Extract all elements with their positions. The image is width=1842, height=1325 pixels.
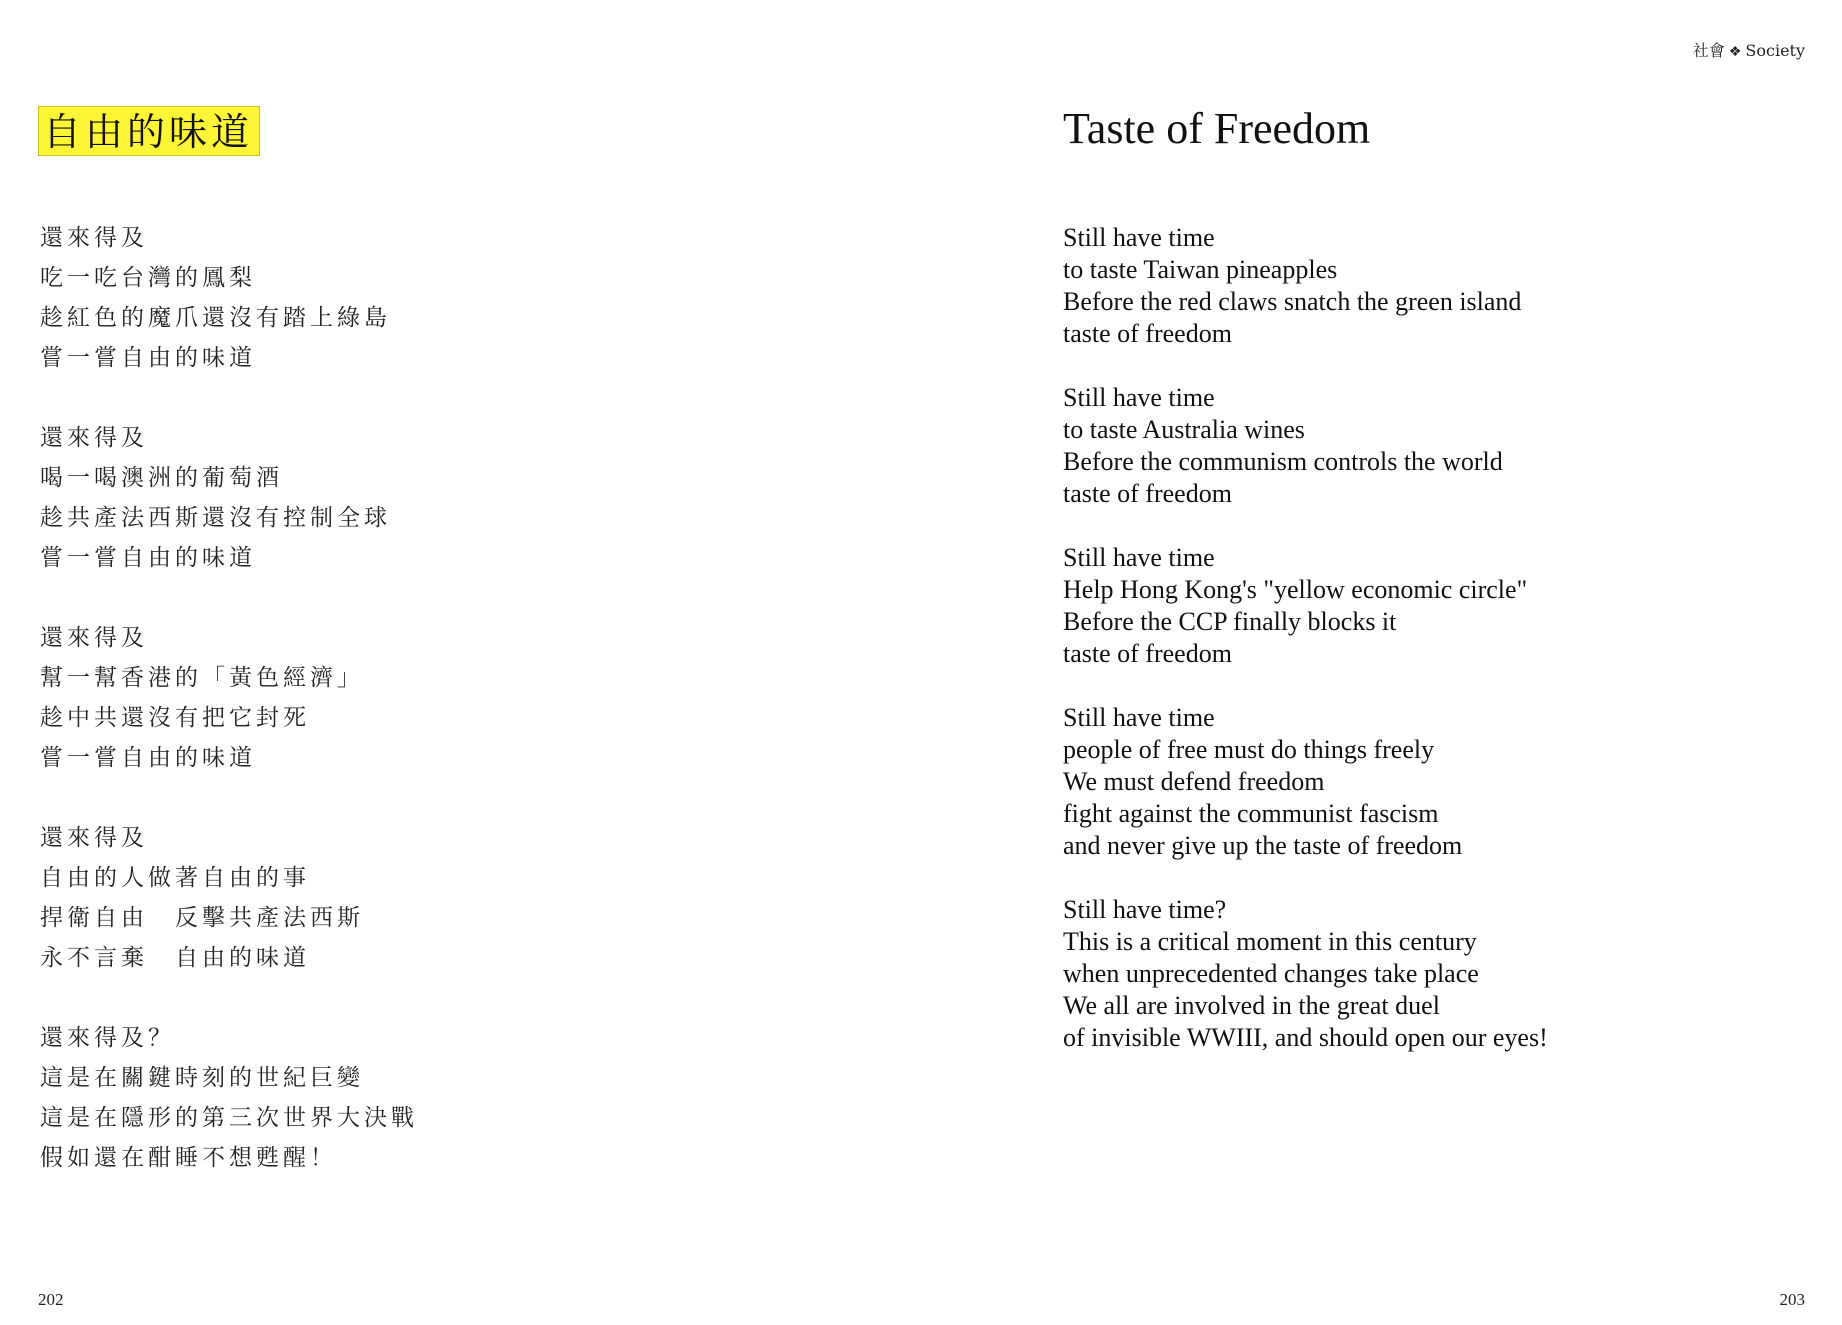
poem-stanza xyxy=(1063,702,1763,862)
poem-line: 還來得及 xyxy=(40,225,148,251)
poem-line: 趁中共還沒有把它封死 xyxy=(40,705,310,731)
chinese-poem-body xyxy=(40,218,600,1218)
poem-line: Still have time xyxy=(1063,703,1215,732)
poem-line: 趁紅色的魔爪還沒有踏上綠島 xyxy=(40,305,391,331)
english-poem-body xyxy=(1063,222,1763,1086)
poem-line: fight against the communist fascism xyxy=(1063,799,1439,828)
poem-line: 趁共產法西斯還沒有控制全球 xyxy=(40,505,391,531)
poem-line: Still have time xyxy=(1063,543,1215,572)
poem-line: Still have time? xyxy=(1063,895,1227,924)
poem-stanza xyxy=(1063,542,1763,670)
poem-line: We must defend freedom xyxy=(1063,767,1325,796)
poem-line: 還來得及 xyxy=(40,425,148,451)
poem-stanza xyxy=(40,418,600,578)
poem-line: We all are involved in the great duel xyxy=(1063,991,1440,1020)
poem-line: This is a critical moment in this century xyxy=(1063,927,1477,956)
poem-line: 還來得及 xyxy=(40,825,148,851)
poem-line: Before the communism controls the world xyxy=(1063,447,1503,476)
poem-line: 喝一喝澳洲的葡萄酒 xyxy=(40,465,283,491)
poem-line: 幫一幫香港的「黃色經濟」 xyxy=(40,665,364,691)
poem-stanza xyxy=(40,1018,600,1178)
poem-line: to taste Taiwan pineapples xyxy=(1063,255,1338,284)
poem-line: 這是在隱形的第三次世界大決戰 xyxy=(40,1105,418,1131)
poem-line: to taste Australia wines xyxy=(1063,415,1305,444)
poem-line: people of free must do things freely xyxy=(1063,735,1435,764)
poem-line: 還來得及？ xyxy=(40,1025,175,1051)
poem-line: Before the red claws snatch the green island xyxy=(1063,287,1522,316)
poem-line: 假如還在酣睡不想甦醒！ xyxy=(40,1145,337,1171)
poem-line: 嘗一嘗自由的味道 xyxy=(40,745,256,771)
section-label-chinese: 社會 xyxy=(1692,41,1725,60)
poem-stanza xyxy=(40,818,600,978)
poem-stanza xyxy=(40,218,600,378)
page-number-right: 203 xyxy=(1779,1290,1805,1309)
page-number-left: 202 xyxy=(38,1290,64,1309)
poem-line: 自由的人做著自由的事 xyxy=(40,865,310,891)
poem-line: and never give up the taste of freedom xyxy=(1063,831,1463,860)
poem-line: of invisible WWIII, and should open our eyes! xyxy=(1063,1023,1548,1052)
section-header xyxy=(1693,38,1805,61)
poem-line: 嘗一嘗自由的味道 xyxy=(40,545,256,571)
poem-line: taste of freedom xyxy=(1063,639,1232,668)
chinese-poem-title: 自由的味道 xyxy=(38,106,260,156)
poem-stanza xyxy=(1063,222,1763,350)
section-label-english: Society xyxy=(1745,41,1805,60)
poem-stanza xyxy=(1063,382,1763,510)
poem-stanza xyxy=(40,618,600,778)
poem-line: Help Hong Kong's "yellow economic circle" xyxy=(1063,575,1528,604)
poem-line: 嘗一嘗自由的味道 xyxy=(40,345,256,371)
poem-line: Still have time xyxy=(1063,383,1215,412)
poem-line: taste of freedom xyxy=(1063,319,1232,348)
poem-line: 永不言棄 自由的味道 xyxy=(40,945,310,971)
poem-line: Still have time xyxy=(1063,223,1215,252)
poem-line: 這是在關鍵時刻的世紀巨變 xyxy=(40,1065,364,1091)
poem-line: 捍衛自由 反擊共產法西斯 xyxy=(40,905,364,931)
poem-line: 還來得及 xyxy=(40,625,148,651)
poem-line: Before the CCP finally blocks it xyxy=(1063,607,1397,636)
diamond-ornament-icon: ❖ xyxy=(1728,44,1742,60)
poem-line: when unprecedented changes take place xyxy=(1063,959,1479,988)
poem-line: taste of freedom xyxy=(1063,479,1232,508)
right-page xyxy=(921,0,1842,1325)
poem-line: 吃一吃台灣的鳳梨 xyxy=(40,265,256,291)
english-poem-title: Taste of Freedom xyxy=(1063,104,1371,153)
poem-stanza xyxy=(1063,894,1763,1054)
